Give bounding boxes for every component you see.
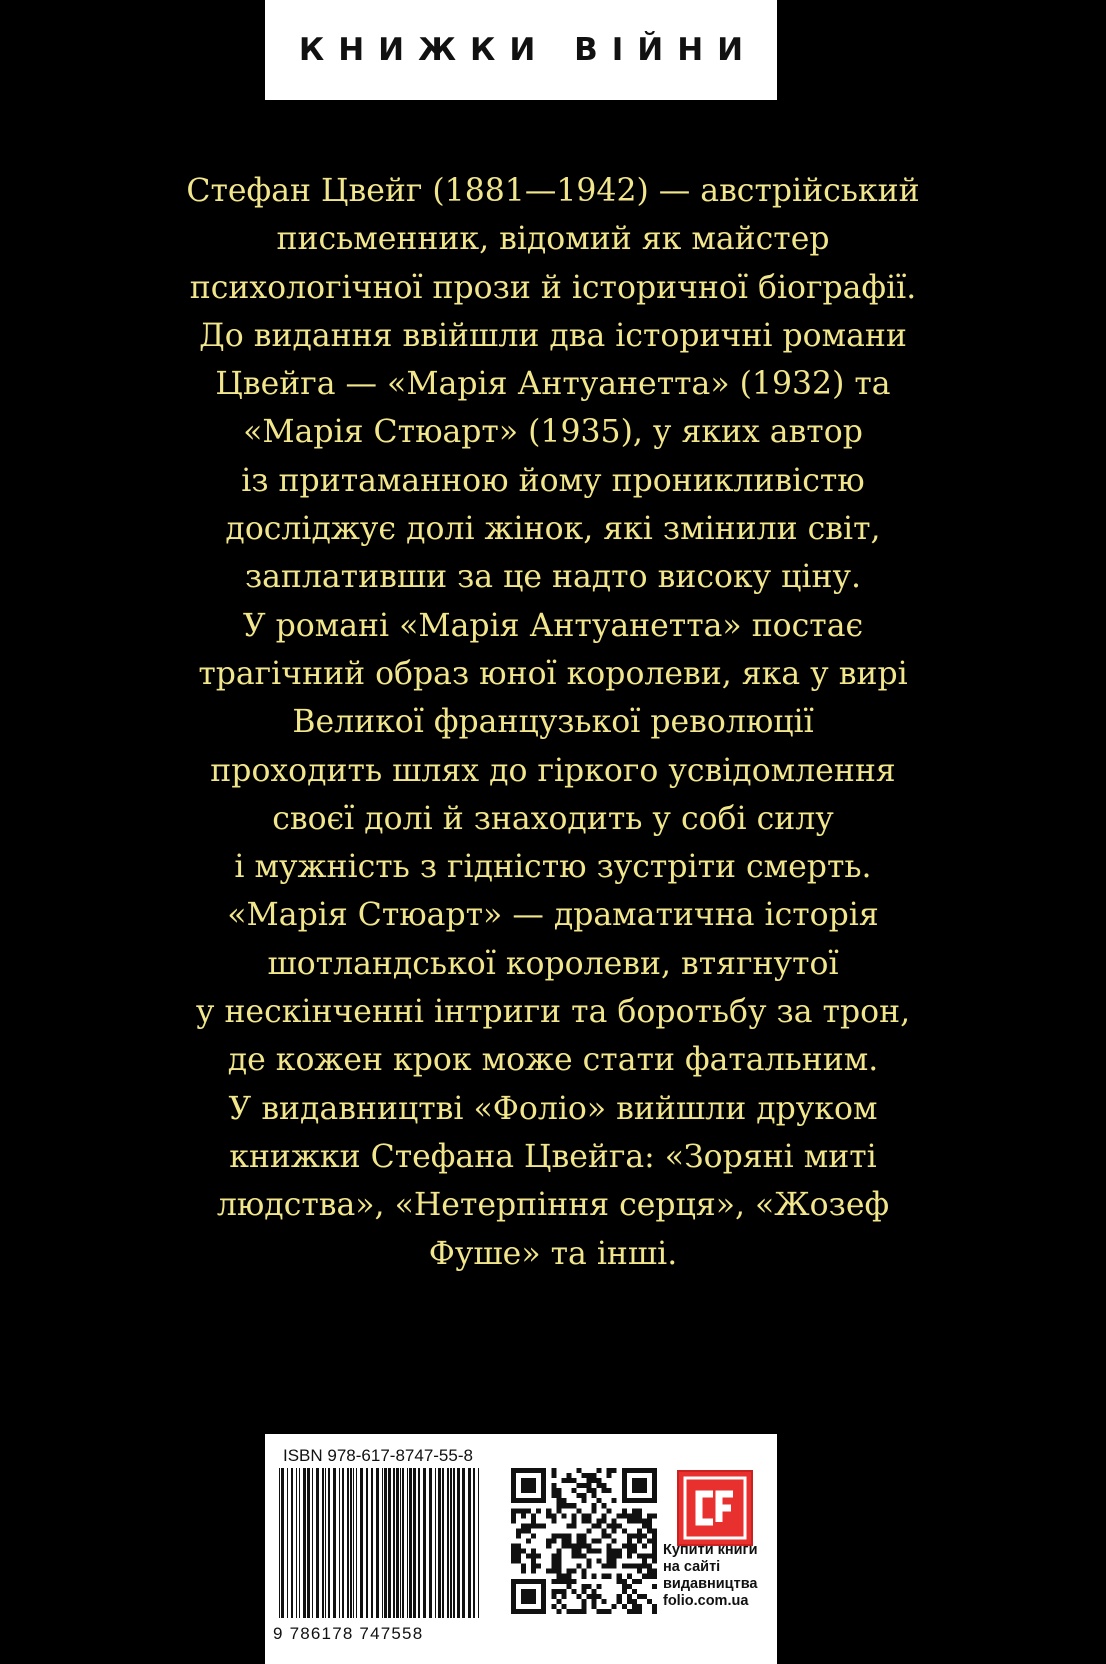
- description-line: книжки Стефана Цвейга: «Зоряні миті: [229, 1138, 877, 1175]
- description-line: письменник, відомий як майстер: [276, 221, 830, 258]
- description-line: людства», «Нетерпіння серця», «Жозеф: [216, 1187, 890, 1224]
- description-line: Стефан Цвейг (1881—1942) — австрійський: [186, 173, 920, 209]
- series-header: [265, 0, 777, 100]
- description-line: проходить шлях до гіркого усвідомлення: [210, 752, 896, 789]
- description-line: своєї долі й знаходить у собі силу: [272, 800, 834, 837]
- description-line: заплативши за це надто високу ціну.: [244, 559, 862, 596]
- barcode-digits: 9 786178 747558: [273, 1624, 424, 1643]
- description-line: Великої французької революції: [292, 704, 814, 741]
- book-description: [95, 167, 1011, 1278]
- description-line: «Марія Стюарт» — драматична історія: [227, 897, 879, 934]
- description-line: Цвейга — «Марія Антуанетта» (1932) та: [215, 366, 891, 403]
- shop-link-text[interactable]: [663, 1542, 773, 1610]
- folio-cf-logo-icon[interactable]: [677, 1470, 753, 1546]
- description-line: і мужність з гідністю зустріти смерть.: [234, 849, 872, 886]
- shop-line: на сайті: [663, 1559, 721, 1575]
- description-line: До видання ввійшли два історичні романи: [199, 317, 907, 354]
- description-line: у нескінченні інтриги та боротьбу за трон,: [195, 994, 911, 1031]
- description-line: трагічний образ юної королеви, яка у вирі: [198, 655, 908, 692]
- description-line: шотландської королеви, втягнутої: [267, 945, 839, 982]
- description-line: із притаманною йому проникливістю: [241, 462, 865, 499]
- shop-line: Купити книги: [663, 1542, 758, 1558]
- description-line: У романі «Марія Антуанетта» постає: [242, 607, 864, 644]
- description-line: де кожен крок може стати фатальним.: [227, 1042, 879, 1079]
- description-line: У видавництві «Фоліо» вийшли друком: [228, 1090, 878, 1127]
- shop-line: folio.com.ua: [663, 1593, 749, 1609]
- shop-line: видавництва: [663, 1576, 758, 1592]
- description-line: психологічної прози й історичної біографії.: [189, 269, 917, 306]
- isbn-label: ISBN 978-617-8747-55-8: [283, 1446, 473, 1465]
- barcode-icon: [275, 1468, 483, 1618]
- qr-code-icon[interactable]: [511, 1468, 657, 1614]
- description-line: Фуше» та інші.: [428, 1235, 678, 1272]
- barcode-panel: [265, 1434, 777, 1664]
- description-line: досліджує долі жінок, які змінили світ,: [225, 511, 881, 548]
- series-title: КНИЖКИ ВІЙНИ: [298, 32, 758, 68]
- description-line: «Марія Стюарт» (1935), у яких автор: [243, 414, 863, 451]
